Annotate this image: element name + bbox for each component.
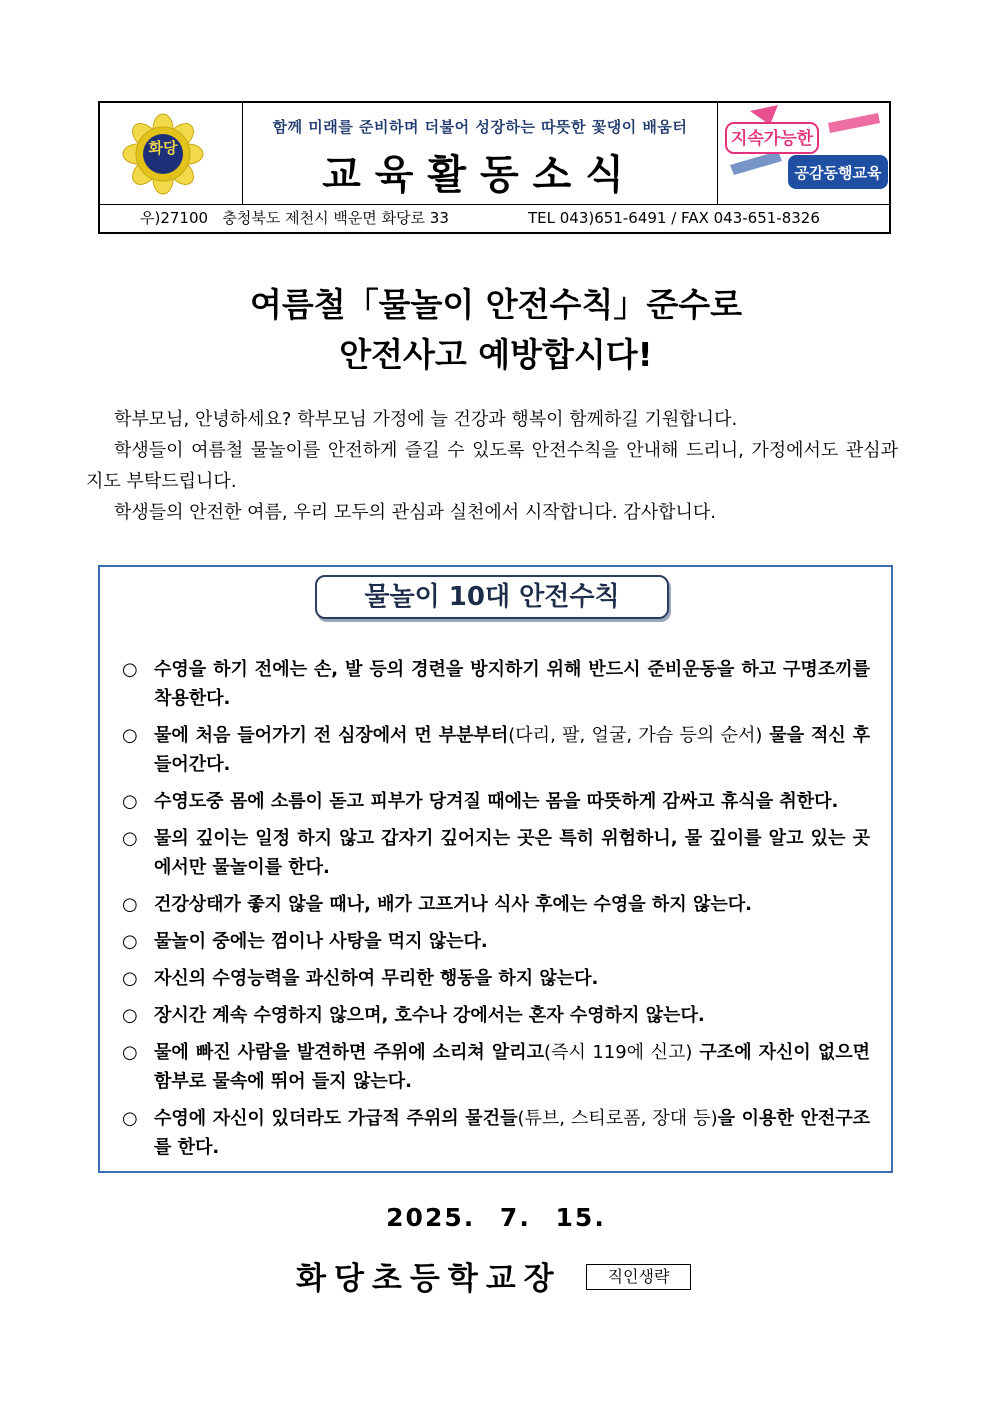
emblem-lettering: 화당 bbox=[148, 139, 178, 157]
safety-rule-item: ○ 물놀이 중에는 껌이나 사탕을 먹지 않는다. bbox=[122, 927, 870, 956]
education-badge-cell bbox=[718, 103, 889, 204]
notice-headline bbox=[0, 280, 992, 380]
principal-signature-line: 화당초등학교장 bbox=[296, 1261, 562, 1297]
circle-bullet-icon: ○ bbox=[122, 659, 138, 680]
circle-bullet-icon: ○ bbox=[122, 1108, 138, 1129]
school-contact: TEL 043)651-6491 / FAX 043-651-8326 bbox=[528, 209, 820, 227]
newsletter-title: 교육활동소식 bbox=[322, 152, 638, 198]
safety-rules-box bbox=[98, 565, 893, 1173]
circle-bullet-icon: ○ bbox=[122, 828, 138, 849]
safety-rule-item: ○ 수영을 하기 전에는 손, 발 등의 경련을 방지하기 위해 반드시 준비운동을 하고 구명조끼를 착용한다. bbox=[122, 655, 870, 713]
issue-date: 2025. 7. 15. bbox=[386, 1203, 606, 1232]
school-logo-cell bbox=[100, 103, 243, 204]
circle-bullet-icon: ○ bbox=[122, 725, 138, 746]
intro-paragraphs bbox=[86, 404, 898, 528]
letterhead bbox=[98, 101, 891, 234]
safety-rule-item: ○ 물에 처음 들어가기 전 심장에서 먼 부분부터(다리, 팔, 얼굴, 가슴 등의 순서) 물을 적신 후 들어간다. bbox=[122, 721, 870, 779]
school-slogan: 함께 미래를 준비하며 더불어 성장하는 따뜻한 꽃댕이 배움터 bbox=[272, 118, 688, 136]
circle-bullet-icon: ○ bbox=[122, 931, 138, 952]
safety-rule-item: ○ 건강상태가 좋지 않을 때나, 배가 고프거나 식사 후에는 수영을 하지 않는다. bbox=[122, 890, 870, 919]
safety-rule-item: ○ 수영도중 몸에 소름이 돋고 피부가 당겨질 때에는 몸을 따뜻하게 감싸고 휴식을 취한다. bbox=[122, 787, 870, 816]
safety-rule-item: ○ 물에 빠진 사람을 발견하면 주위에 소리쳐 알리고(즉시 119에 신고) 구조에 자신이 없으면 함부로 물속에 뛰어 들지 않는다. bbox=[122, 1038, 870, 1096]
safety-rules-title: 물놀이 10대 안전수칙 bbox=[315, 575, 669, 619]
headline-line-1: 여름철「물놀이 안전수칙」준수로 bbox=[250, 285, 742, 324]
circle-bullet-icon: ○ bbox=[122, 1005, 138, 1026]
intro-paragraph: 학부모님, 안녕하세요? 학부모님 가정에 늘 건강과 행복이 함께하길 기원합니다. bbox=[114, 409, 738, 430]
safety-rule-item: ○ 수영에 자신이 있더라도 가급적 주위의 물건들(튜브, 스티로폼, 장대 등)을 이용한 안전구조를 한다. bbox=[122, 1104, 870, 1162]
badge-text-sustainable: 지속가능한 bbox=[730, 129, 814, 149]
seal-omitted-box: 직인생략 bbox=[586, 1264, 691, 1290]
safety-rule-item: ○ 장시간 계속 수영하지 않으며, 호수나 강에서는 혼자 수영하지 않는다. bbox=[122, 1001, 870, 1030]
circle-bullet-icon: ○ bbox=[122, 791, 138, 812]
badge-text-empathy: 공감동행교육 bbox=[794, 164, 882, 182]
circle-bullet-icon: ○ bbox=[122, 894, 138, 915]
safety-rules-list bbox=[122, 655, 870, 1170]
sustainable-education-badge-icon bbox=[718, 103, 889, 204]
circle-bullet-icon: ○ bbox=[122, 1042, 138, 1063]
intro-paragraph: 학생들의 안전한 여름, 우리 모두의 관심과 실천에서 시작합니다. 감사합니다. bbox=[114, 502, 716, 523]
safety-rule-item: ○ 물의 깊이는 일정 하지 않고 갑자기 깊어지는 곳은 특히 위험하니, 물 깊이를 알고 있는 곳에서만 물놀이를 한다. bbox=[122, 824, 870, 882]
safety-rule-item: ○ 자신의 수영능력을 과신하여 무리한 행동을 하지 않는다. bbox=[122, 964, 870, 993]
intro-paragraph: 학생들이 여름철 물놀이를 안전하게 즐길 수 있도록 안전수칙을 안내해 드리니, 가정에서도 관심과 지도 부탁드립니다. bbox=[86, 440, 898, 492]
school-address: 우)27100 충청북도 제천시 백운면 화당로 33 bbox=[140, 209, 449, 227]
school-emblem-icon bbox=[100, 103, 241, 204]
title-cell bbox=[243, 103, 718, 204]
headline-line-2: 안전사고 예방합시다! bbox=[339, 335, 653, 374]
circle-bullet-icon: ○ bbox=[122, 968, 138, 989]
contact-row bbox=[100, 204, 889, 232]
